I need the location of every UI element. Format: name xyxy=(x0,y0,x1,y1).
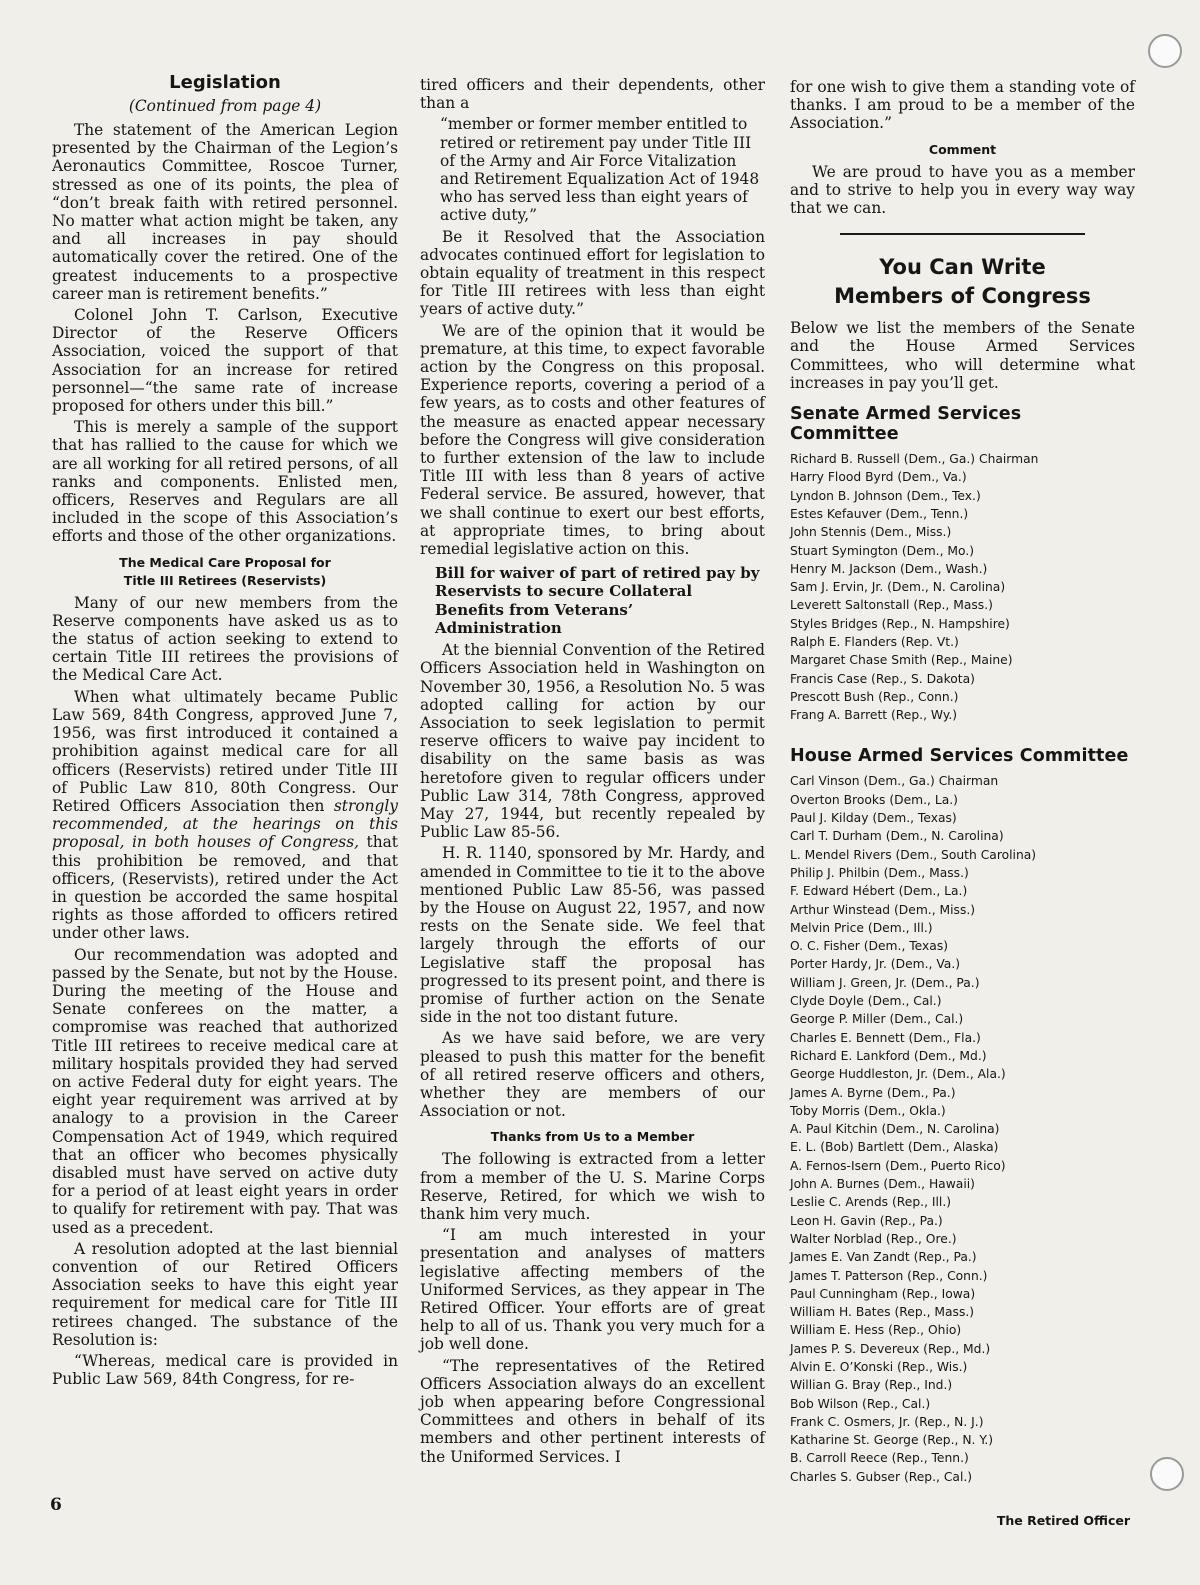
committee-member: A. Paul Kitchin (Dem., N. Carolina) xyxy=(790,1122,1000,1137)
paragraph: tired officers and their dependents, other than a xyxy=(420,76,765,113)
committee-member: Lyndon B. Johnson (Dem., Tex.) xyxy=(790,488,981,503)
medical-care-heading xyxy=(52,554,398,590)
committee-member: O. C. Fisher (Dem., Texas) xyxy=(790,939,949,954)
committee-member: F. Edward Hébert (Dem., La.) xyxy=(790,884,968,899)
write-congress-heading xyxy=(790,253,1135,311)
paragraph: The following is extracted from a letter from a member of the U. S. Marine Corps Reserve, Retired, for which we wish to thank him very much. xyxy=(420,1150,765,1223)
committee-member: Leslie C. Arends (Rep., Ill.) xyxy=(790,1195,952,1210)
paragraph: We are proud to have you as a member and to strive to help you in every way way that we can. xyxy=(790,162,1135,218)
committee-member: Prescott Bush (Rep., Conn.) xyxy=(790,689,959,704)
committee-member: Clyde Doyle (Dem., Cal.) xyxy=(790,994,942,1009)
committee-member: George Huddleston, Jr. (Dem., Ala.) xyxy=(790,1067,1006,1082)
page-number: 6 xyxy=(50,1495,62,1515)
paragraph: As we have said before, we are very pleased to push this matter for the benefit of all retired reserve officers and others, whether they are members of our Association or not. xyxy=(420,1029,765,1121)
committee-member: Carl T. Durham (Dem., N. Carolina) xyxy=(790,829,1004,844)
committee-member: Frank C. Osmers, Jr. (Rep., N. J.) xyxy=(790,1414,984,1429)
committee-member: Overton Brooks (Dem., La.) xyxy=(790,792,958,807)
paragraph: H. R. 1140, sponsored by Mr. Hardy, and amended in Committee to tie it to the above mentioned Public Law 85-56, was passed by the House on August 22, 1957, and now rests on the Senate side. We feel that largely through the efforts of our Legislative staff the proposal has progressed to its present point, and there is promise of further action on the Senate side in the not too distant future. xyxy=(420,844,765,1027)
house-member-list xyxy=(790,772,1135,1486)
committee-member: Arthur Winstead (Dem., Miss.) xyxy=(790,902,976,917)
column-right xyxy=(790,78,1135,1486)
committee-member: L. Mendel Rivers (Dem., South Carolina) xyxy=(790,847,1037,862)
committee-member: Stuart Symington (Dem., Mo.) xyxy=(790,543,975,558)
paragraph: A resolution adopted at the last biennial convention of our Retired Officers Association seeks to have this eight year requirement for medical care for Title III retirees changed. The substance of the Resolution is: xyxy=(52,1239,398,1349)
committee-member: Paul J. Kilday (Dem., Texas) xyxy=(790,811,957,826)
thanks-heading: Thanks from Us to a Member xyxy=(490,1129,695,1145)
paragraph: At the biennial Convention of the Retired Officers Association held in Washington on November 30, 1956, a Resolution No. 5 was adopted calling for action by our Association to seek legislation to permit reserve officers to waive pay incident to disability on the same basis as was heretofore given to regular officers under Public Law 314, 78th Congress, approved May 27, 1944, but recently repealed by Public Law 85-56. xyxy=(420,641,765,842)
committee-member: James A. Byrne (Dem., Pa.) xyxy=(790,1085,956,1100)
text-run: When what ultimately became Public Law 569, 84th Congress, approved June 7, 1956, was first introduced it contained a prohibition against medical care for all officers (Reservists) retired under Title III of Public Law 810, 80th Congress. Our Retired Officers Association then xyxy=(52,687,398,815)
publication-footer: The Retired Officer xyxy=(996,1513,1130,1528)
committee-member: Ralph E. Flanders (Rep. Vt.) xyxy=(790,635,959,649)
paragraph: This is merely a sample of the support that has rallied to the cause for which we are all working for all retired persons, of all ranks and components. Enlisted men, officers, Reserves and Regulars are all included in the scope of this Association’s efforts and those of the other organizations. xyxy=(52,418,398,546)
continued-note: (Continued from page 4) xyxy=(128,97,322,115)
paragraph: Below we list the members of the Senate and the House Armed Services Committees, who will determine what increases in pay you’ll get. xyxy=(790,319,1135,392)
committee-member: Leon H. Gavin (Rep., Pa.) xyxy=(790,1213,943,1228)
committee-member: Porter Hardy, Jr. (Dem., Va.) xyxy=(790,957,961,972)
divider-rule xyxy=(840,233,1085,235)
committee-member: Carl Vinson (Dem., Ga.) Chairman xyxy=(790,774,999,789)
committee-member: Philip J. Philbin (Dem., Mass.) xyxy=(790,865,969,880)
paragraph: Colonel John T. Carlson, Executive Director of the Reserve Officers Association, voiced the support of that Association for an increase for retired personnel—“the same rate of increase proposed for others under this bill.” xyxy=(52,306,398,416)
committee-member: James P. S. Devereux (Rep., Md.) xyxy=(790,1341,991,1356)
committee-member: Margaret Chase Smith (Rep., Maine) xyxy=(790,653,1013,668)
committee-member: Richard B. Russell (Dem., Ga.) Chairman xyxy=(790,452,1039,467)
house-committee-heading: House Armed Services Committee xyxy=(790,746,1129,767)
committee-member: Walter Norblad (Rep., Ore.) xyxy=(790,1231,957,1246)
committee-member: John A. Burnes (Dem., Hawaii) xyxy=(790,1177,975,1192)
committee-member: Alvin E. O’Konski (Rep., Wis.) xyxy=(790,1359,968,1374)
committee-member: Harry Flood Byrd (Dem., Va.) xyxy=(790,470,967,485)
committee-member: William J. Green, Jr. (Dem., Pa.) xyxy=(790,975,980,990)
comment-heading: Comment xyxy=(928,141,997,157)
paragraph: Be it Resolved that the Association advocates continued effort for legislation to obtain equality of treatment in this respect for Title III retirees with less than eight years of active duty.” xyxy=(420,227,765,319)
committee-member: B. Carroll Reece (Rep., Tenn.) xyxy=(790,1451,969,1466)
committee-member: John Stennis (Dem., Miss.) xyxy=(790,525,952,540)
committee-member: Willian G. Bray (Rep., Ind.) xyxy=(790,1378,953,1393)
section-title-legislation: Legislation xyxy=(169,72,281,93)
paragraph: We are of the opinion that it would be premature, at this time, to expect favorable action by the Congress on this proposal. Experience reports, covering a period of a few years, as to costs and other features of the measure as enacted appear necessary before the Congress will give consideration to further extension of the law to include Title III with less than 8 years of active Federal service. Be assured, however, that we shall continue to exert our best efforts, at appropriate times, to bring about remedial legislative action on this. xyxy=(420,321,765,559)
committee-member: Frang A. Barrett (Rep., Wy.) xyxy=(790,708,958,723)
paragraph: “I am much interested in your presentation and analyses of matters legislative affecting members of the Uniformed Services, as they appear in The Retired Officer. Your efforts are of great help to all of us. Thank you very much for a job well done. xyxy=(420,1226,765,1354)
punch-hole xyxy=(1148,34,1182,68)
text-run: that this prohibition be removed, and that officers, (Reservists), retired under the Act in question be accorded the same hospital rights as those afforded to officers retired under other laws. xyxy=(52,833,398,943)
committee-member: Styles Bridges (Rep., N. Hampshire) xyxy=(790,616,1010,631)
committee-member: Francis Case (Rep., S. Dakota) xyxy=(790,671,975,686)
committee-member: Henry M. Jackson (Dem., Wash.) xyxy=(790,561,988,576)
punch-hole xyxy=(1150,1457,1184,1491)
senate-committee-heading: Senate Armed Services Committee xyxy=(790,404,1022,445)
committee-member: James E. Van Zandt (Rep., Pa.) xyxy=(790,1250,977,1265)
committee-member: A. Fernos-Isern (Dem., Puerto Rico) xyxy=(790,1158,1006,1173)
paragraph: The statement of the American Legion presented by the Chairman of the Legion’s Aeronautics Committee, Roscoe Turner, stressed as one of its points, the plea of “don’t break faith with retired personnel. No matter what action might be taken, any and all increases in pay should automatically cover the retired. One of the greatest inducements to a prospective career man is retirement benefits.” xyxy=(52,121,398,303)
committee-member: Katharine St. George (Rep., N. Y.) xyxy=(790,1433,994,1448)
column-middle xyxy=(420,76,765,1469)
paragraph: “Whereas, medical care is provided in Public Law 569, 84th Congress, for re- xyxy=(52,1352,398,1389)
committee-member: E. L. (Bob) Bartlett (Dem., Alaska) xyxy=(790,1140,999,1155)
column-left xyxy=(52,72,398,1391)
paragraph: “The representatives of the Retired Officers Association always do an excellent job when appearing before Congressional Committees and others in behalf of its members and other pertinent interests of the Uniformed Services. I xyxy=(420,1356,765,1466)
heading-line: Members of Congress xyxy=(834,284,1091,309)
committee-member: James T. Patterson (Rep., Conn.) xyxy=(790,1268,988,1283)
paragraph: for one wish to give them a standing vote of thanks. I am proud to be a member of the Association.” xyxy=(790,78,1135,133)
committee-member: Leverett Saltonstall (Rep., Mass.) xyxy=(790,598,993,613)
heading-line: Title III Retirees (Reservists) xyxy=(123,572,327,588)
committee-member: George P. Miller (Dem., Cal.) xyxy=(790,1012,964,1027)
heading-line: The Medical Care Proposal for xyxy=(119,554,331,570)
italic-emphasis: strongly recommended, at the hearings on this proposal, in both houses of Congress, xyxy=(52,796,398,852)
senate-member-list xyxy=(790,450,1135,724)
committee-member: Melvin Price (Dem., Ill.) xyxy=(790,920,933,935)
committee-member: William E. Hess (Rep., Ohio) xyxy=(790,1323,962,1338)
committee-member: Paul Cunningham (Rep., Iowa) xyxy=(790,1286,976,1301)
committee-member: Bob Wilson (Rep., Cal.) xyxy=(790,1396,931,1411)
committee-member: Estes Kefauver (Dem., Tenn.) xyxy=(790,506,969,521)
committee-member: Toby Morris (Dem., Okla.) xyxy=(790,1103,946,1118)
heading-line: You Can Write xyxy=(879,255,1046,280)
bill-waiver-heading: Bill for waiver of part of retired pay by Reservists to secure Collateral Benefits from Veterans’ Administration xyxy=(435,564,760,637)
paragraph xyxy=(52,688,398,943)
paragraph: Our recommendation was adopted and passed by the Senate, but not by the House. During the meeting of the House and Senate conferees on the matter, a compromise was reached that authorized Title III retirees to receive medical care at military hospitals provided they had served on active Federal duty for eight years. The eight year requirement was arrived at by analogy to a provision in the Career Compensation Act of 1949, which required that an officer who becomes physically disabled must have served on active duty for a period of at least eight years in order to qualify for retirement with pay. That was used as a precedent. xyxy=(52,945,398,1237)
committee-member: Charles E. Bennett (Dem., Fla.) xyxy=(790,1030,981,1045)
committee-member: Charles S. Gubser (Rep., Cal.) xyxy=(790,1469,973,1484)
quotation: “member or former member entitled to retired or retirement pay under Title III of the Army and Air Force Vitalization and Retirement Equalization Act of 1948 who has served less than eight years of active duty,” xyxy=(440,115,760,225)
paragraph: Many of our new members from the Reserve components have asked us as to the status of action seeking to extend to certain Title III retirees the provisions of the Medical Care Act. xyxy=(52,593,398,685)
committee-member: Richard E. Lankford (Dem., Md.) xyxy=(790,1048,987,1063)
committee-member: Sam J. Ervin, Jr. (Dem., N. Carolina) xyxy=(790,580,1006,595)
committee-member: William H. Bates (Rep., Mass.) xyxy=(790,1305,975,1320)
